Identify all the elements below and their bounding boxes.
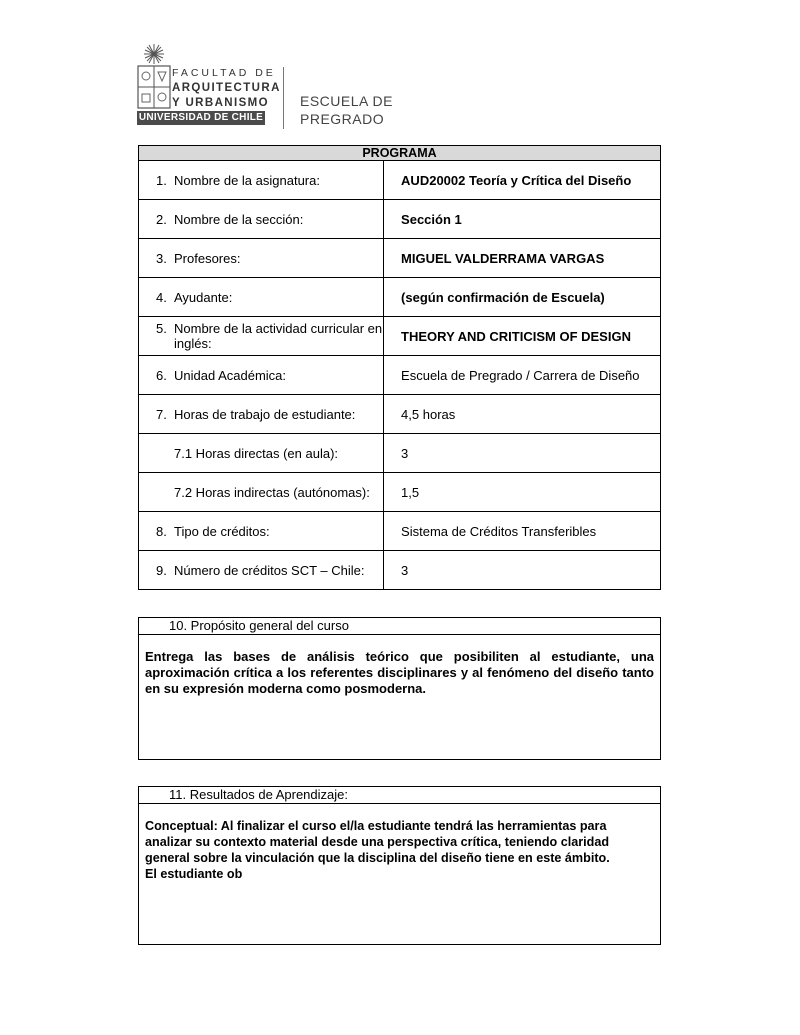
table-row bbox=[139, 551, 661, 590]
row-number: 4. bbox=[156, 289, 167, 305]
row-label: Nombre de la actividad curricular en inglés: bbox=[174, 321, 383, 351]
table-row bbox=[139, 200, 661, 239]
table-row bbox=[139, 473, 661, 512]
row-label: Unidad Académica: bbox=[174, 367, 287, 383]
row-value: 1,5 bbox=[401, 484, 420, 500]
row-value: Escuela de Pregrado / Carrera de Diseño bbox=[401, 367, 640, 383]
row-label: 7.2 Horas indirectas (autónomas): bbox=[174, 484, 370, 500]
learning-outcomes-line: Conceptual: Al finalizar el curso el/la estudiante tendrá las herramientas para bbox=[145, 819, 607, 833]
program-table bbox=[138, 145, 661, 590]
course-purpose-box bbox=[138, 617, 661, 760]
row-label: Nombre de la asignatura: bbox=[174, 172, 320, 188]
row-number: 1. bbox=[156, 172, 167, 188]
row-value: 3 bbox=[401, 562, 409, 578]
course-purpose-text: Entrega las bases de análisis teórico que posibiliten al estudiante, una aproximación crítica a los referentes disciplinares y al fenómeno del diseño tanto en su expresión moderna como posmoderna. bbox=[145, 649, 654, 696]
table-row bbox=[139, 317, 661, 356]
school-name bbox=[300, 92, 393, 128]
row-label: Ayudante: bbox=[174, 289, 233, 305]
row-value: (según confirmación de Escuela) bbox=[401, 289, 605, 305]
row-value: THEORY AND CRITICISM OF DESIGN bbox=[401, 328, 631, 344]
row-value: AUD20002 Teoría y Crítica del Diseño bbox=[401, 172, 632, 188]
row-label: Nombre de la sección: bbox=[174, 211, 304, 227]
row-number: 7. bbox=[156, 406, 167, 422]
learning-outcomes-line: analizar su contexto material desde una perspectiva crítica, teniendo claridad bbox=[145, 835, 610, 849]
row-number: 9. bbox=[156, 562, 167, 578]
table-row bbox=[139, 278, 661, 317]
row-value: Sistema de Créditos Transferibles bbox=[401, 523, 597, 539]
program-table-title: PROGRAMA bbox=[139, 146, 661, 161]
course-purpose-heading: 10. Propósito general del curso bbox=[139, 618, 660, 635]
row-value: Sección 1 bbox=[401, 211, 462, 227]
school-name-line: ESCUELA DE bbox=[300, 93, 393, 109]
row-value: 3 bbox=[401, 445, 409, 461]
table-row bbox=[139, 239, 661, 278]
faculty-name-line: Y URBANISMO bbox=[172, 97, 269, 109]
row-label: Tipo de créditos: bbox=[174, 523, 270, 539]
learning-outcomes-heading: 11. Resultados de Aprendizaje: bbox=[139, 787, 660, 804]
row-value: MIGUEL VALDERRAMA VARGAS bbox=[401, 250, 605, 266]
faculty-name-line: ARQUITECTURA bbox=[172, 82, 281, 94]
row-number: 8. bbox=[156, 523, 167, 539]
row-number: 3. bbox=[156, 250, 167, 266]
table-row bbox=[139, 395, 661, 434]
learning-outcomes-text bbox=[139, 804, 660, 882]
row-value: 4,5 horas bbox=[401, 406, 456, 422]
university-name: UNIVERSIDAD DE CHILE bbox=[138, 112, 264, 123]
university-emblem-icon bbox=[137, 42, 171, 116]
school-name-line: PREGRADO bbox=[300, 111, 385, 127]
faculty-name-line: FACULTAD DE bbox=[172, 67, 276, 79]
table-row bbox=[139, 434, 661, 473]
row-number: 6. bbox=[156, 367, 167, 383]
row-number: 5. bbox=[156, 321, 167, 336]
faculty-name bbox=[172, 66, 281, 111]
row-label: 7.1 Horas directas (en aula): bbox=[174, 445, 339, 461]
table-row bbox=[139, 512, 661, 551]
row-label: Horas de trabajo de estudiante: bbox=[174, 406, 356, 422]
table-row bbox=[139, 356, 661, 395]
learning-outcomes-box bbox=[138, 786, 661, 945]
learning-outcomes-line: general sobre la vinculación que la disciplina del diseño tiene en este ámbito. bbox=[145, 851, 610, 865]
row-number: 2. bbox=[156, 211, 167, 227]
row-label: Número de créditos SCT – Chile: bbox=[174, 562, 365, 578]
learning-outcomes-line: El estudiante ob bbox=[145, 867, 243, 881]
header-divider bbox=[283, 67, 284, 129]
faculty-logo bbox=[137, 42, 397, 132]
table-row bbox=[139, 161, 661, 200]
row-label: Profesores: bbox=[174, 250, 241, 266]
